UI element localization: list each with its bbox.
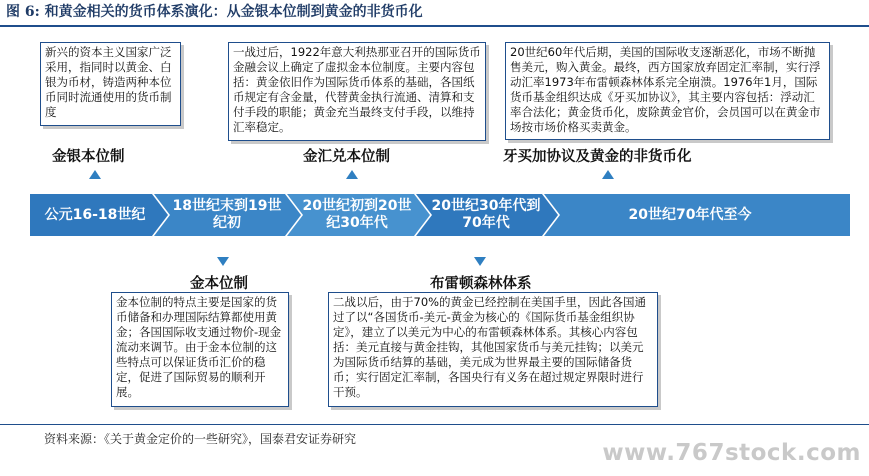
timeline-segment-3-label: 20世纪初到20世纪30年代 xyxy=(302,198,412,231)
box-bretton-woods xyxy=(328,292,658,407)
watermark: www.767stock.com xyxy=(602,440,861,466)
stage-label-bimetallism: 金银本位制 xyxy=(52,149,125,165)
timeline-segment-1-label: 公元16-18世纪 xyxy=(44,206,146,223)
timeline-segment-2 xyxy=(170,194,284,236)
timeline-segment-5-label: 20世纪70年代至今 xyxy=(628,206,752,223)
box-gold-standard xyxy=(111,292,289,407)
timeline-segment-4 xyxy=(430,194,542,236)
timeline-segment-3 xyxy=(302,194,412,236)
title-divider xyxy=(0,25,869,27)
figure-title: 图 6: 和黄金相关的货币体系演化：从金银本位制到黄金的非货币化 xyxy=(6,4,423,20)
stage-label-jamaica: 牙买加协议及黄金的非货币化 xyxy=(503,149,692,165)
box-gold-exchange xyxy=(228,42,486,141)
arrow-up-icon xyxy=(602,170,614,179)
box-bimetallism-text: 新兴的资本主义国家广泛采用，指同时以黄金、白银为币材，铸造两种本位币同时流通使用的货币制度 xyxy=(45,45,172,119)
footer-divider xyxy=(0,424,869,425)
timeline-segment-1 xyxy=(32,194,158,236)
box-jamaica-text: 20世纪60年代后期，美国的国际收支逐渐恶化，市场不断抛售美元，购入黄金。最终，西方国家放弃固定汇率制，实行浮动汇率1973年布雷顿森林体系完全崩溃。1976年1月，国际货币基金组织达成《牙买加协议》，其主要内容包括：浮动汇率合法化；黄金货币化，废除黄金官价，会员国可以在黄金市场按市场价格买卖黄金。 xyxy=(510,45,821,134)
timeline-segment-2-label: 18世纪末到19世纪初 xyxy=(172,198,282,231)
arrow-up-icon xyxy=(89,170,101,179)
arrow-up-icon xyxy=(346,170,358,179)
stage-label-bretton-woods: 布雷顿森林体系 xyxy=(430,276,532,292)
box-jamaica xyxy=(505,42,830,140)
timeline-segment-4-label: 20世纪30年代到70年代 xyxy=(431,198,541,231)
box-gold-exchange-text: 一战过后，1922年意大利热那亚召开的国际货币金融会议上确定了虚拟金本位制度。主要内容包括：黄金依旧作为国际货币体系的基础，各国纸币规定有含金量，代替黄金执行流通、清算和支付手段的职能；黄金充当最终支付手段，以维持汇率稳定。 xyxy=(233,45,481,134)
source-note: 资料来源：《关于黄金定价的一些研究》，国泰君安证券研究 xyxy=(44,432,357,446)
arrow-down-icon xyxy=(217,257,229,266)
stage-label-gold-exchange: 金汇兑本位制 xyxy=(303,149,390,165)
arrow-down-icon xyxy=(474,257,486,266)
box-gold-standard-text: 金本位制的特点主要是国家的货币储备和办理国际结算都使用黄金；各国国际收支通过物价-现金流动来调节。由于金本位制的这些特点可以保证货币汇价的稳定，促进了国际贸易的顺利开展。 xyxy=(116,295,282,399)
box-bretton-woods-text: 二战以后，由于70%的黄金已经控制在美国手里，因此各国通过了以“各国货币-美元-黄金为核心的《国际货币基金组织协定》，建立了以美元为中心的布雷顿森林体系。其核心内容包括：美元直接与黄金挂钩，其他国家货币与美元挂钩；以美元为国际货币结算的基础，美元成为世界最主要的国际储备货币；实行固定汇率制，各国央行有义务在超过规定界限时进行干预。 xyxy=(333,295,647,399)
box-bimetallism xyxy=(40,42,181,126)
timeline-segment-5 xyxy=(565,194,815,236)
stage-label-gold-standard: 金本位制 xyxy=(190,276,248,292)
